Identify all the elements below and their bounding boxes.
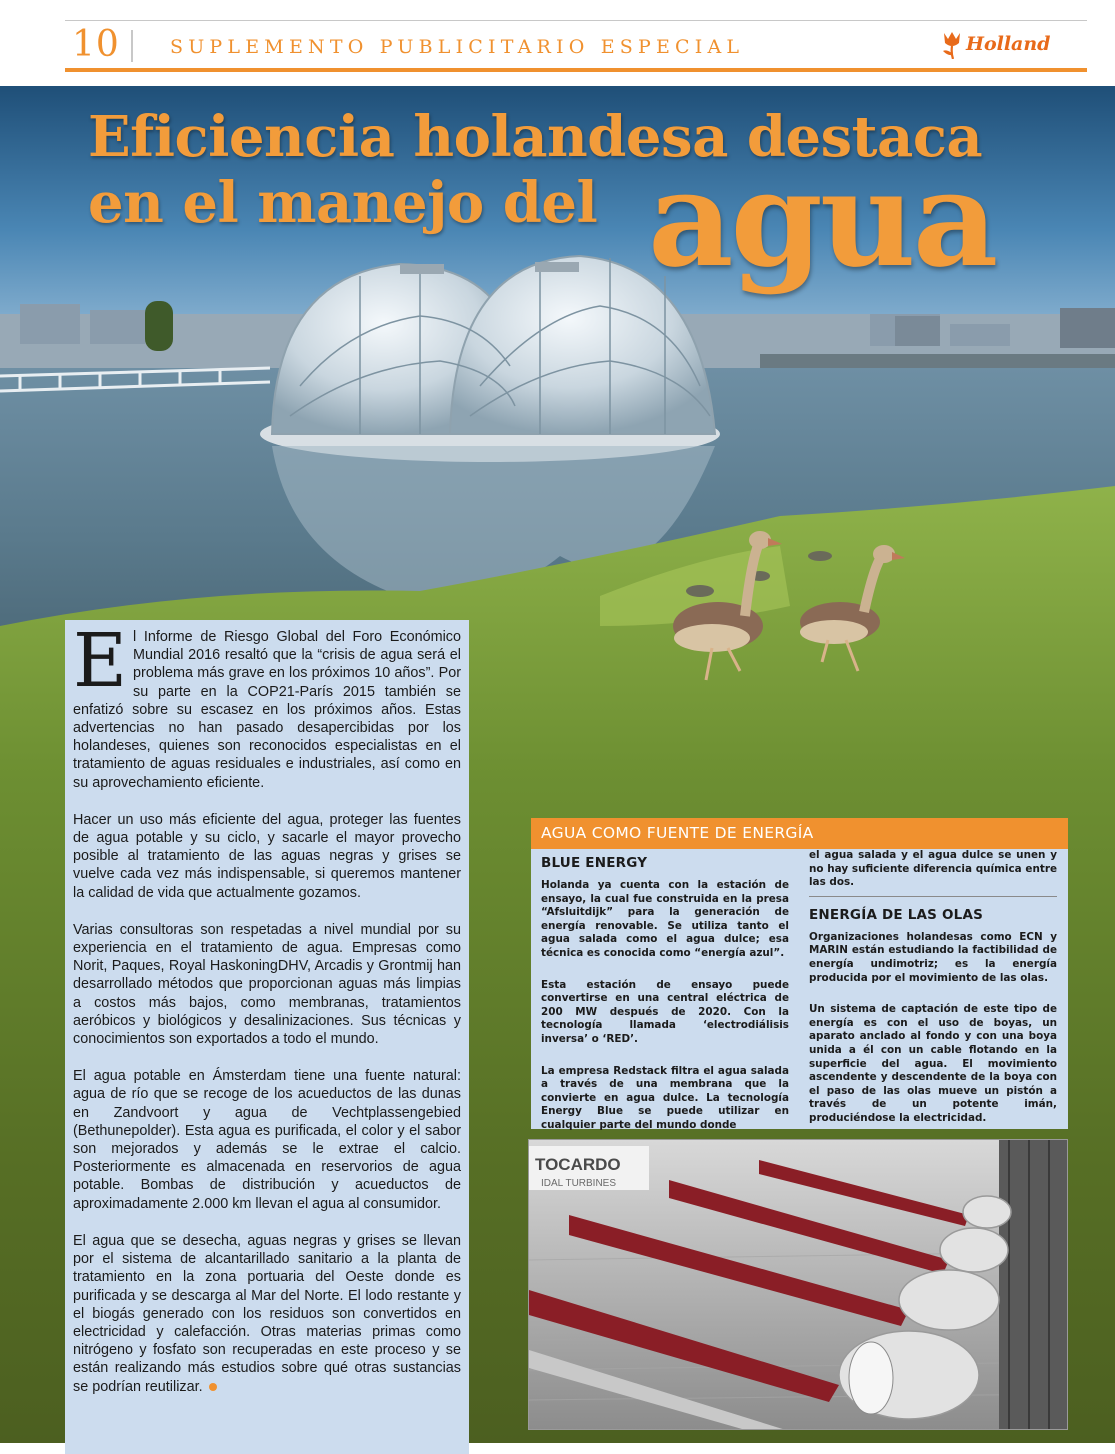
logo-text: Holland: [966, 33, 1051, 55]
header-separator: [131, 30, 133, 62]
sidebar-title: AGUA COMO FUENTE DE ENERGÍA: [531, 818, 1068, 849]
article-body: [65, 620, 469, 1454]
paragraph-text: El agua que se desecha, aguas negras y grises se llevan por el sistema de alcantarillado sanitario a la planta de tratamiento en la zona portuaria del Oeste donde es purificada y se descarga al Mar del Norte. El lodo restante y el biogás generado con los residuos son convertidos en electricidad y calefacción. Otras materias primas como nitrógeno y fosfato son recuperadas en este proceso y se están realizando más estudios sobre qué otras sustancias se podrían reutilizar.: [73, 1232, 461, 1395]
turbine-sign-subtext: IDAL TURBINES: [541, 1178, 617, 1189]
sidebar-divider: [809, 896, 1057, 897]
sidebar-paragraph: Organizaciones holandesas como ECN y MARIN están estudiando la factibilidad de energía undimotriz; es la energía producida por el movimiento de las olas.: [809, 930, 1057, 984]
dropcap: E: [73, 618, 128, 704]
sidebar-paragraph: Esta estación de ensayo puede convertirse en una central eléctrica de 200 MW después de 2020. Con la tecnología llamada ‘electrodiálisis inversa’ o ‘RED’.: [541, 978, 789, 1045]
waves-heading: ENERGÍA DE LAS OLAS: [809, 906, 984, 923]
sidebar-paragraph: La empresa Redstack filtra el agua salada a través de una membrana que la convierte en agua dulce. La tecnología Energy Blue se puede utilizar en cualquier parte del mundo donde: [541, 1064, 789, 1131]
turbine-sign-text: TOCARDO: [535, 1155, 621, 1174]
blue-energy-column: [541, 855, 789, 1151]
waves-column: [809, 849, 1057, 1144]
tidal-turbine-photo: [528, 1139, 1068, 1430]
headline-line-2: en el manejo del: [88, 170, 598, 236]
blue-energy-heading: BLUE ENERGY: [541, 855, 648, 871]
headline-emphasis: agua: [648, 142, 996, 297]
article-paragraph: El agua potable en Ámsterdam tiene una fuente natural: agua de río que se recoge de los acueductos de las dunas en Zandvoort y agua de Vechtplassengebied (Bethunepolder). Esta agua es purificada, el color y el sabor son mejorados y además se le extrae el calcio. Posteriormente es almacenada en reservorios de agua potable. Bombas de distribución y acueductos de aproximadamente 2.000 km llevan el agua al consumidor.: [73, 1068, 461, 1212]
article-paragraph: [73, 618, 461, 792]
headline-line-1: Eficiencia holandesa destaca: [88, 104, 983, 170]
holland-logo: [940, 28, 1050, 60]
header-top-rule: [65, 20, 1087, 21]
header-title: SUPLEMENTO PUBLICITARIO ESPECIAL: [170, 36, 745, 58]
article-paragraph: [73, 1232, 461, 1396]
sidebar-paragraph: el agua salada y el agua dulce se unen y no hay suficiente diferencia química entre las dos.: [809, 849, 1057, 889]
page-number: 10: [72, 24, 120, 65]
tulip-icon: [940, 29, 964, 59]
paragraph-text: l Informe de Riesgo Global del Foro Económico Mundial 2016 resaltó que la “crisis de agua será el problema más grave en los próximos 10 años”. Por su parte en la COP21-París 2015 también se enfatizó sobre su escasez en los próximos años. Estas advertencias no han pasado desapercibidas por los holandeses, quienes son reconocidos especialistas en el tratamiento de aguas residuales e industriales, así como en su aprovechamiento eficiente.: [73, 629, 461, 791]
header-bottom-rule: [65, 68, 1087, 72]
sidebar-paragraph: Un sistema de captación de este tipo de energía es con el uso de boyas, un aparato anclado al fondo y con una boya unida a él con un cable flotando en la superficie del agua. El movimiento ascendente y descendente de la boya con el paso de las olas mueve un pistón a través de un potente imán, produciéndose la electricidad.: [809, 1003, 1057, 1124]
article-paragraph: Varias consultoras son respetadas a nivel mundial por su experiencia en el tratamiento de agua. Empresas como Norit, Paques, Royal HaskoningDHV, Arcadis y Grontmij han desarrollado métodos que proporcionan aguas más limpias a costos más bajos, como membranas, tratamientos aeróbicos y biológicos y desalinizaciones. Sus técnicas y conocimientos son exportados a todo el mundo.: [73, 921, 461, 1048]
energy-sidebar: [531, 818, 1068, 1129]
sidebar-paragraph: Holanda ya cuenta con la estación de ensayo, la cual fue construida en la presa “Afsluitdijk” para la generación de energía renovable. Se utiliza tanto el agua salada como el agua dulce; esa técnica es conocida como “energía azul”.: [541, 879, 789, 959]
end-mark-icon: [209, 1383, 217, 1391]
article-paragraph: Hacer un uso más eficiente del agua, proteger las fuentes de agua potable y su ciclo, y sacarle el mayor provecho posible al tratamiento de las aguas negras y grises se vuelve cada vez más indispensable, si queremos mantener la calidad de vida que actualmente gozamos.: [73, 811, 461, 901]
